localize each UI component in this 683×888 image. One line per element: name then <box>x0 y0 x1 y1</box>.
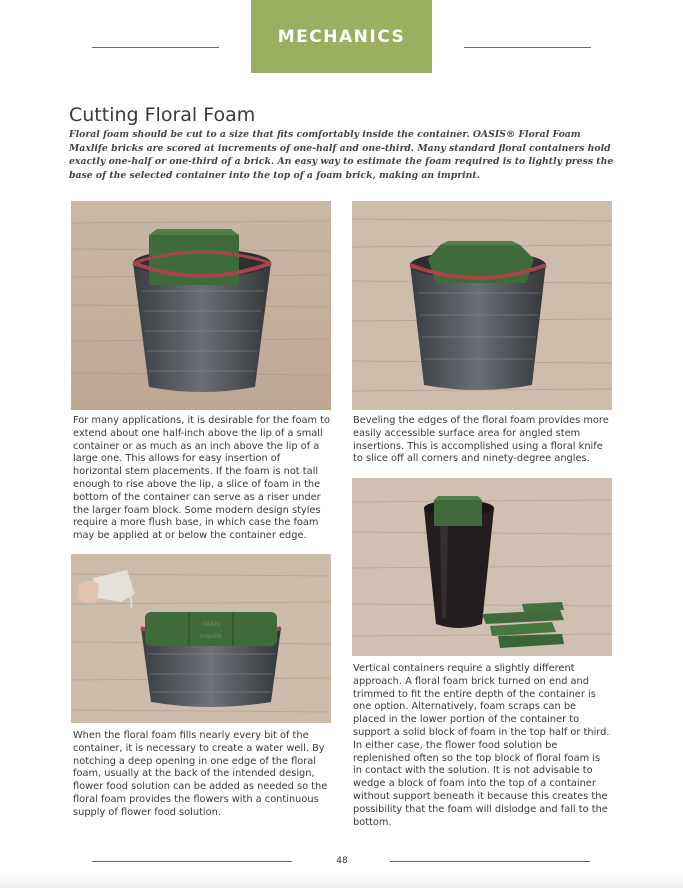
article-title: Cutting Floral Foam <box>69 104 256 126</box>
footer-rule-right <box>390 861 590 862</box>
bottom-band <box>0 872 683 888</box>
header-rule-left <box>92 47 219 48</box>
brick-brand-text: OASIS <box>201 621 221 628</box>
caption-bevel: Beveling the edges of the floral foam provides more easily accessible surface area for angled stem insertions. This is accomplished using a floral knife to slice off all corners and ninety-degree angles. <box>353 415 609 465</box>
caption-vertical: Vertical containers require a slightly different approach. A floral foam brick turned on end and trimmed to fit the entire depth of the container is one option. Alternatively, foam scraps can be placed in the lower portion of the container to support a solid block of foam in the top half or third. In either case, the flower food solution be replenished often so the top block of floral foam is in contact with the solution. It is not advisable to wedge a block of foam into the top of a container without support beneath it because this creates the possibility that the foam will dislodge and fall to the bottom. <box>353 663 610 828</box>
caption-riser: For many applications, it is desirable for the foam to extend about one half-inch above the lip of a small container or as much as an inch above the lip of a large one. This allows for easy insertion of horizontal stem placements. If the foam is not tall enough to rise above the lip, a slice of foam in the bottom of the container can serve as a riser under the larger foam block. Some modern design styles require a more flush base, in which case the foam may be applied at or below the container edge. <box>73 415 330 542</box>
page-number: 48 <box>336 856 348 866</box>
header-rule-right <box>464 47 591 48</box>
photo-water-well <box>71 554 331 723</box>
section-tab <box>251 0 432 73</box>
caption-water-well: When the floral foam fills nearly every bit of the container, it is necessary to create a water well. By notching a deep opening in one edge of the floral foam, usually at the back of the intended design, flower food solution can be added as needed so the floral foam provides the flowers with a continuous supply of flower food solution. <box>73 730 328 818</box>
brick-product-text: maxlife <box>199 633 223 640</box>
article-intro: Floral foam should be cut to a size that fits comfortably inside the container. OASIS® Floral Foam Maxlife bricks are scored at increments of one-half and one-third. Many standard floral containers hold exactly one-half or one-third of a brick. An easy way to estimate the foam required is to lightly press the base of the selected container into the top of a foam brick, making an imprint. <box>69 129 614 181</box>
footer-rule-left <box>92 861 292 862</box>
photo-foam-above-lip <box>71 201 331 410</box>
photo-beveled-foam <box>352 201 612 410</box>
section-label: MECHANICS <box>277 26 406 47</box>
photo-vertical-container <box>352 478 612 656</box>
